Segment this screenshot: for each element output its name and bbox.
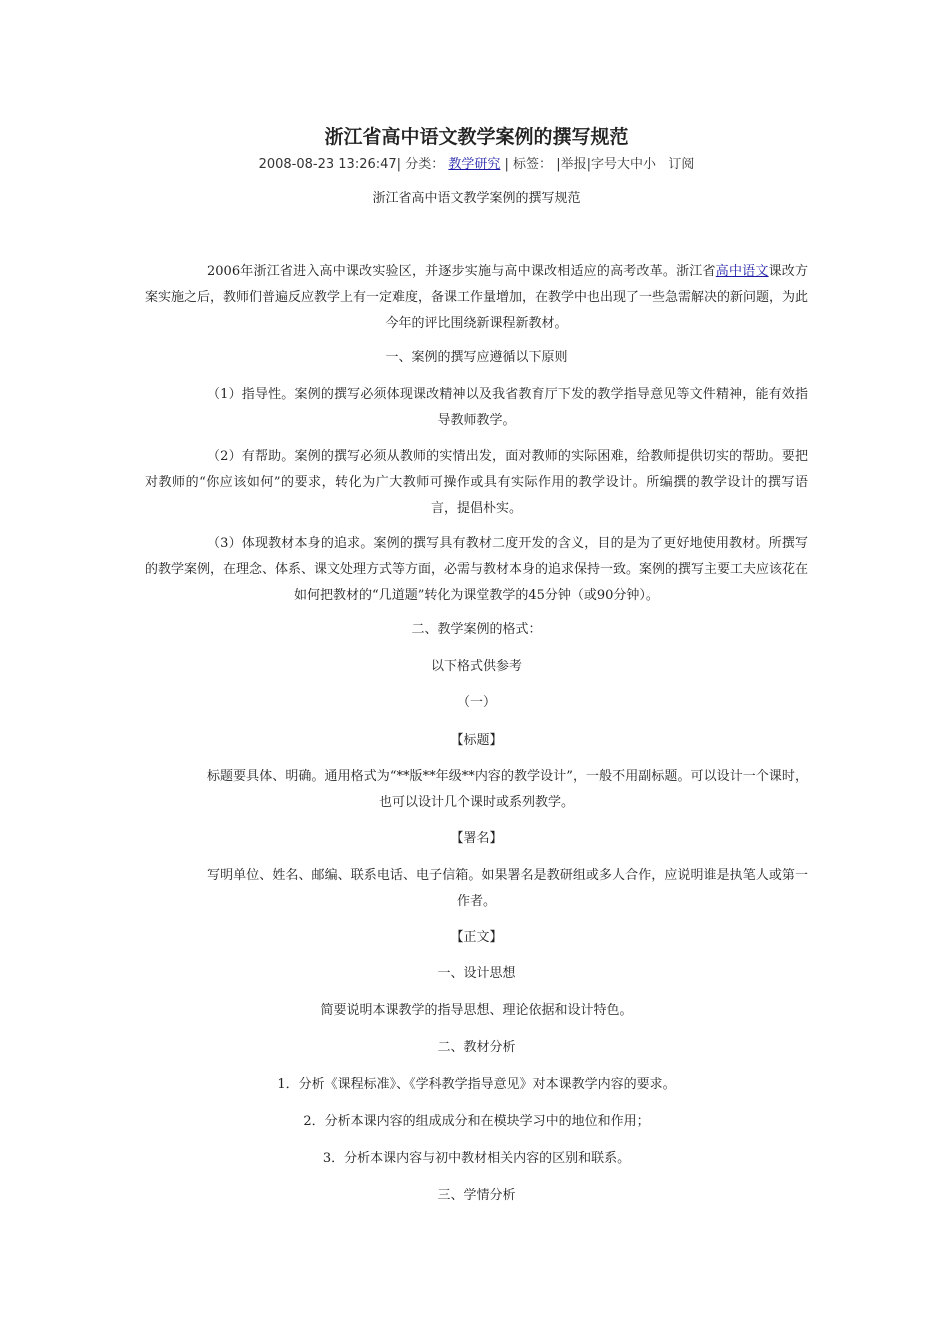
- signature-description: 写明单位、姓名、邮编、联系电话、电子信箱。如果署名是教研组或多人合作，应说明谁是执笔人或第一作者。: [207, 868, 808, 909]
- category-link[interactable]: 教学研究: [448, 157, 501, 172]
- learner-heading: 三、学情分析: [437, 1188, 516, 1203]
- article-subtitle: 浙江省高中语文教学案例的撰写规范: [372, 191, 581, 206]
- principle-2: （2）有帮助。案例的撰写必须从教师的实情出发，面对教师的实际困难，给教师提供切实的帮助。要把对教师的“你应该如何”的要求，转化为广大教师可操作或具有实际作用的教学设计。所编撰的教学设计的撰写语言，提倡朴实。: [145, 449, 808, 516]
- material-heading: 二、教材分析: [437, 1040, 516, 1055]
- section1-heading: 一、案例的撰写应遵循以下原则: [385, 350, 568, 365]
- intro-paragraph: [145, 259, 808, 337]
- signature-tag: 【署名】: [450, 831, 503, 846]
- design-idea-description: 简要说明本课教学的指导思想、理论依据和设计特色。: [320, 1003, 633, 1018]
- design-idea-heading: 一、设计思想: [437, 966, 516, 981]
- material-item-3: 3．分析本课内容与初中教材相关内容的区别和联系。: [322, 1151, 631, 1166]
- high-school-chinese-link[interactable]: 高中语文: [715, 264, 769, 279]
- font-size-control[interactable]: |字号大中小: [586, 157, 656, 172]
- report-link[interactable]: |举报: [556, 157, 587, 172]
- title-description: 标题要具体、明确。通用格式为“**版**年级**内容的教学设计”，一般不用副标题。可以设计一个课时，也可以设计几个课时或系列教学。: [207, 769, 808, 810]
- tags-separator: |: [504, 157, 509, 172]
- subscribe-link[interactable]: 订阅: [668, 157, 695, 172]
- format-number: （一）: [456, 695, 496, 710]
- title-tag: 【标题】: [450, 733, 503, 748]
- body-tag: 【正文】: [450, 930, 503, 945]
- article-title: 浙江省高中语文教学案例的撰写规范: [324, 126, 629, 148]
- tags-label: 标签：: [513, 157, 553, 172]
- category-label: 分类：: [405, 157, 445, 172]
- intro-text-1: 2006年浙江省进入高中课改实验区，并逐步实施与高中课改相适应的高考改革。浙江省: [207, 264, 716, 279]
- principle-3: （3）体现教材本身的追求。案例的撰写具有教材二度开发的含义，目的是为了更好地使用教材。所撰写的教学案例，在理念、体系、课文处理方式等方面，必需与教材本身的追求保持一致。案例的撰写主要工夫应该花在如何把教材的“几道题”转化为课堂教学的45分钟（或90分钟）。: [145, 536, 809, 603]
- format-note: 以下格式供参考: [430, 659, 522, 674]
- material-item-2: 2．分析本课内容的组成成分和在模块学习中的地位和作用；: [303, 1114, 650, 1129]
- principle-1: （1）指导性。案例的撰写必须体现课改精神以及我省教育厅下发的教学指导意见等文件精神，能有效指导教师教学。: [207, 387, 808, 428]
- post-datetime: 2008-08-23 13:26:47|: [258, 157, 402, 172]
- intro-text-2: 课改方案实施之后，教师们普遍反应教学上有一定难度，备课工作量增加，在教学中也出现了一些急需解决的新问题，为此今年的评比围绕新课程新教材。: [145, 264, 809, 331]
- section2-heading: 二、教学案例的格式：: [411, 622, 542, 637]
- article-meta: [145, 153, 808, 172]
- material-item-1: 1．分析《课程标准》、《学科教学指导意见》对本课教学内容的要求。: [277, 1077, 676, 1092]
